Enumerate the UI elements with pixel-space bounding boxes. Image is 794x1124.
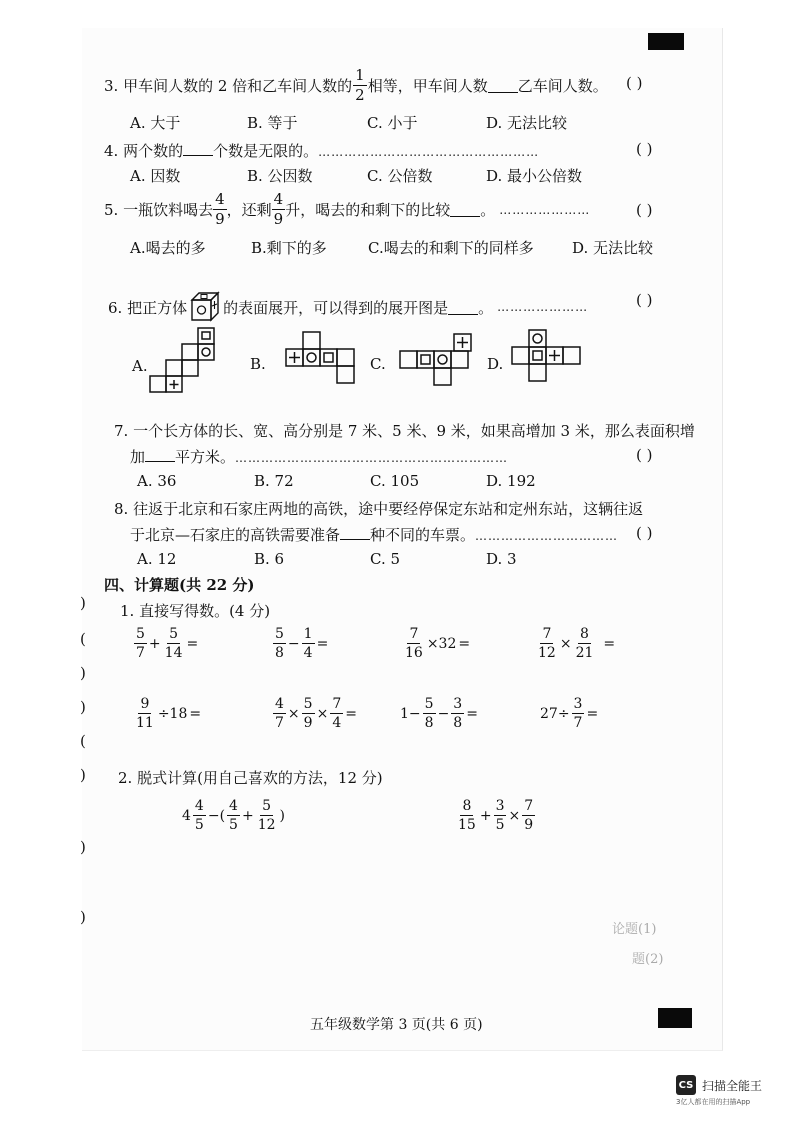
q7-option-a[interactable]: A. 36 xyxy=(137,472,177,490)
calc-r1-1[interactable]: $\frac{5}{7}$ + $\frac{5}{14}$ = xyxy=(136,626,199,661)
registration-mark-top xyxy=(648,33,684,50)
cube-net-d xyxy=(508,328,592,396)
answer-paren-3[interactable]: ( ) xyxy=(626,74,643,92)
answer-paren-7[interactable]: ( ) xyxy=(636,446,653,464)
margin-mark: ) xyxy=(80,908,86,926)
calc-r2-2[interactable]: $\frac{4}{7}$ × $\frac{5}{9}$ × $\frac{7}{4}$ = xyxy=(275,696,357,731)
registration-mark-bottom xyxy=(658,1008,692,1028)
q7-option-c[interactable]: C. 105 xyxy=(370,472,420,490)
q8-option-d[interactable]: D. 3 xyxy=(486,550,517,568)
q5-option-c[interactable]: C.喝去的和剩下的同样多 xyxy=(368,239,534,257)
fraction: $\frac{4}{9}$ xyxy=(215,190,225,228)
fraction: $\frac{4}{9}$ xyxy=(273,190,284,228)
subsection-2-title: 2. 脱式计算(用自己喜欢的方法，12 分) xyxy=(118,769,383,787)
calc-r2-1[interactable]: $\frac{9}{11}$ ÷18 = xyxy=(136,696,202,731)
question-8-line2: 于北京—石家庄的高铁需要准备 种不同的车票。…………………………… xyxy=(130,526,619,544)
answer-paren-8[interactable]: ( ) xyxy=(636,524,653,542)
calc-r2-4[interactable]: 27÷ $\frac{3}{7}$ = xyxy=(540,696,599,731)
answer-blank[interactable] xyxy=(448,300,478,315)
margin-mark: ) xyxy=(80,664,86,682)
faint-text: 论题(1) xyxy=(612,922,657,937)
fraction: $\frac{1}{2}$ xyxy=(355,66,365,104)
subsection-1-title: 1. 直接写得数。(4 分) xyxy=(120,602,271,620)
q5-option-d[interactable]: D. 无法比较 xyxy=(572,239,654,257)
q7-option-d[interactable]: D. 192 xyxy=(486,472,536,490)
q3-option-c[interactable]: C. 小于 xyxy=(367,114,418,132)
question-7-line2: 加 平方米。……………………………………………………… xyxy=(130,448,509,466)
q8-option-a[interactable]: A. 12 xyxy=(137,550,177,568)
cs-logo-icon: CS xyxy=(676,1075,696,1095)
q6-option-d[interactable]: D. xyxy=(487,355,504,373)
cube-net-a xyxy=(146,326,226,402)
answer-blank[interactable] xyxy=(340,525,370,540)
q8-option-b[interactable]: B. 6 xyxy=(254,550,285,568)
calc-r1-3[interactable]: $\frac{7}{16}$ ×32 = xyxy=(405,626,471,661)
faint-text: 题(2) xyxy=(632,952,664,967)
q5-option-b[interactable]: B.剩下的多 xyxy=(251,239,327,257)
answer-blank[interactable] xyxy=(450,202,480,217)
margin-mark: ) xyxy=(80,838,86,856)
q6-option-b[interactable]: B. xyxy=(250,355,266,373)
q6-option-a[interactable]: A. xyxy=(132,357,148,375)
q3-option-d[interactable]: D. 无法比较 xyxy=(486,114,568,132)
q5-option-a[interactable]: A.喝去的多 xyxy=(130,239,206,257)
section-title: 四、计算题(共 22 分) xyxy=(104,576,255,594)
q6-option-c[interactable]: C. xyxy=(370,355,386,373)
q4-option-c[interactable]: C. 公倍数 xyxy=(367,167,433,185)
cube-icon xyxy=(189,290,221,324)
margin-mark: ) xyxy=(80,594,86,612)
q4-option-a[interactable]: A. 因数 xyxy=(130,167,181,185)
scanner-watermark xyxy=(676,1075,762,1095)
margin-mark: ) xyxy=(80,766,86,784)
q8-option-c[interactable]: C. 5 xyxy=(370,550,401,568)
question-5: 5. 一瓶饮料喝去 $\frac{4}{9}$ ，还剩 $\frac{4}{9}$ 升，喝去的和剩下的比较 。 ………………… xyxy=(104,190,591,228)
calc-r1-2[interactable]: $\frac{5}{8}$ − $\frac{1}{4}$ = xyxy=(275,626,329,661)
watermark-subtitle: 3亿人都在用的扫描App xyxy=(676,1098,751,1106)
margin-mark: ) xyxy=(80,698,86,716)
question-4: 4. 两个数的 个数是无限的。…………………………………………… xyxy=(104,142,540,160)
q7-option-b[interactable]: B. 72 xyxy=(254,472,294,490)
question-3: 3. 甲车间人数的 2 倍和乙车间人数的 $\frac{1}{2}$ 相等，甲车间人数 乙车间人数。 xyxy=(104,66,608,104)
q3-option-b[interactable]: B. 等于 xyxy=(247,114,298,132)
calc-r2-3[interactable]: 1− $\frac{5}{8}$ − $\frac{3}{8}$ = xyxy=(400,696,478,731)
answer-paren-6[interactable]: ( ) xyxy=(636,291,653,309)
page-footer: 五年级数学第 3 页(共 6 页) xyxy=(310,1017,483,1033)
question-8: 8. 往返于北京和石家庄两地的高铁，途中要经停保定东站和定州东站，这辆往返 xyxy=(114,500,644,518)
margin-mark: ( xyxy=(80,732,86,750)
q4-option-b[interactable]: B. 公因数 xyxy=(247,167,313,185)
answer-blank[interactable] xyxy=(183,141,213,156)
answer-blank[interactable] xyxy=(488,78,518,93)
q3-option-a[interactable]: A. 大于 xyxy=(130,114,181,132)
calc-expression-2[interactable]: $\frac{8}{15}$ + $\frac{3}{5}$ × $\frac{7}{9}$ xyxy=(458,798,534,833)
q4-option-d[interactable]: D. 最小公倍数 xyxy=(486,167,583,185)
watermark-title: 扫描全能王 xyxy=(702,1078,763,1093)
question-7: 7. 一个长方体的长、宽、高分别是 7 米、5 米、9 米，如果高增加 3 米，那么表面积增 xyxy=(114,422,695,440)
cube-net-b xyxy=(280,330,370,390)
answer-paren-4[interactable]: ( ) xyxy=(636,140,653,158)
question-6: 6. 把正方体 的表面展开，可以得到的展开图是 。 ………………… xyxy=(108,290,588,324)
calc-expression-1[interactable]: 4 $\frac{4}{5}$ −( $\frac{4}{5}$ + $\frac{5}{12}$ ) xyxy=(182,798,285,833)
calc-r1-4[interactable]: $\frac{7}{12}$ × $\frac{8}{21}$ = xyxy=(538,626,616,661)
answer-paren-5[interactable]: ( ) xyxy=(636,201,653,219)
answer-blank[interactable] xyxy=(145,447,175,462)
cube-net-c xyxy=(396,332,486,392)
margin-mark: ( xyxy=(80,630,86,648)
